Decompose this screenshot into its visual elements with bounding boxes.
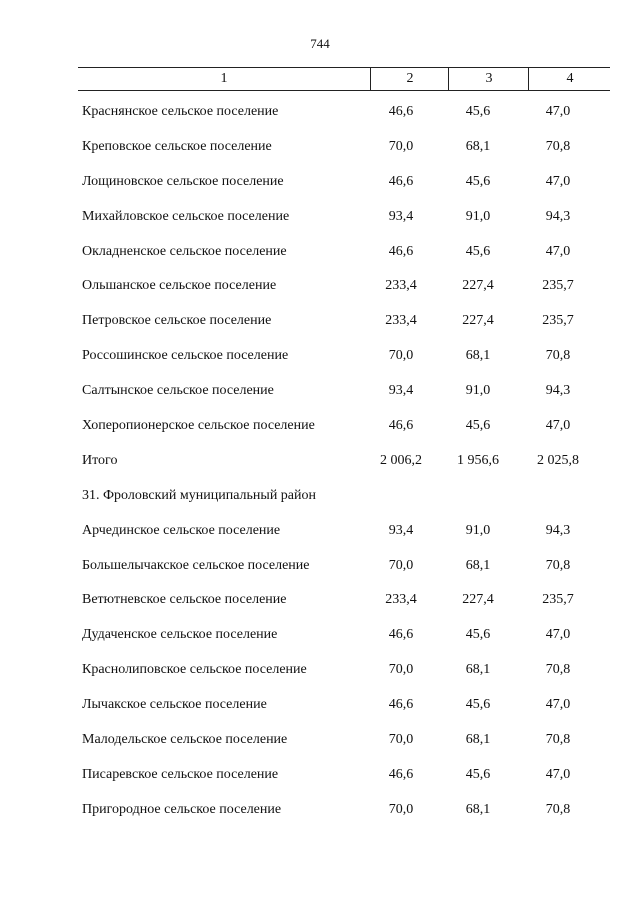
table-row	[0, 278, 640, 313]
row-value-col-2: 233,4	[385, 278, 417, 294]
row-value-col-3: 68,1	[465, 557, 491, 573]
row-name: 31. Фроловский муниципальный район	[82, 487, 317, 503]
table-row	[0, 313, 640, 348]
row-value-col-4: 47,0	[545, 766, 571, 782]
row-value-col-4: 70,8	[545, 138, 571, 154]
row-value-col-3: 227,4	[462, 592, 494, 608]
table-row	[0, 383, 640, 418]
table-row	[0, 802, 640, 837]
row-name: Краснянское сельское поселение	[82, 104, 279, 119]
page-number: 744	[310, 36, 330, 51]
row-value-col-3: 45,6	[465, 418, 491, 434]
row-value-col-2: 93,4	[388, 522, 414, 538]
table-row	[0, 697, 640, 732]
row-value-col-3: 68,1	[465, 662, 491, 678]
table-row	[0, 418, 640, 453]
row-value-col-4: 94,3	[545, 383, 571, 399]
row-value-col-4: 70,8	[545, 732, 571, 748]
row-value-col-2: 93,4	[388, 208, 414, 224]
row-name: Арчединское сельское поселение	[82, 522, 281, 538]
row-value-col-4: 47,0	[545, 627, 571, 643]
row-value-col-3: 91,0	[465, 208, 491, 224]
row-value-col-4: 47,0	[545, 243, 571, 259]
header-col-1: 1	[220, 71, 228, 86]
row-name: Петровское сельское поселение	[82, 313, 272, 329]
row-value-col-3: 45,6	[465, 104, 491, 119]
table-row	[0, 523, 640, 558]
header-col-3: 3	[448, 68, 529, 90]
row-value-col-4: 47,0	[545, 697, 571, 713]
row-name: Ветютневское сельское поселение	[82, 592, 287, 608]
row-value-col-3: 227,4	[462, 278, 494, 294]
row-value-col-4: 47,0	[545, 104, 571, 119]
table-row	[0, 174, 640, 209]
row-value-col-3: 45,6	[465, 766, 491, 782]
table-row	[0, 558, 640, 593]
table-row	[0, 104, 640, 139]
row-name: Михайловское сельское поселение	[82, 208, 290, 224]
row-value-col-2: 46,6	[388, 243, 414, 259]
table-row	[0, 662, 640, 697]
row-value-col-3: 91,0	[465, 522, 491, 538]
row-value-col-2: 2 006,2	[380, 452, 422, 468]
row-value-col-4: 70,8	[545, 348, 571, 364]
row-name: Пригородное сельское поселение	[82, 801, 282, 817]
row-value-col-3: 227,4	[462, 313, 494, 329]
row-value-col-4: 70,8	[545, 801, 571, 817]
table-row	[0, 767, 640, 802]
row-name: Большелычакское сельское поселение	[82, 557, 310, 573]
table-row	[0, 453, 640, 488]
row-value-col-3: 68,1	[465, 801, 491, 817]
table-row	[0, 348, 640, 383]
row-value-col-3: 1 956,6	[457, 452, 499, 468]
row-name: Креповское сельское поселение	[82, 138, 272, 154]
table-row	[0, 209, 640, 244]
row-name: Писаревское сельское поселение	[82, 766, 279, 782]
header-col-2: 2	[370, 68, 449, 90]
row-value-col-2: 46,6	[388, 627, 414, 643]
row-value-col-3: 91,0	[465, 383, 491, 399]
row-name: Краснолиповское сельское поселение	[82, 662, 307, 678]
table-body	[0, 104, 640, 837]
row-value-col-2: 70,0	[388, 801, 414, 817]
row-value-col-2: 70,0	[388, 557, 414, 573]
row-value-col-2: 93,4	[388, 383, 414, 399]
row-value-col-3: 45,6	[465, 627, 491, 643]
row-value-col-4: 235,7	[542, 592, 574, 608]
row-name: Лощиновское сельское поселение	[82, 173, 284, 189]
table-row	[0, 139, 640, 174]
row-value-col-4: 235,7	[542, 278, 574, 294]
table-row	[0, 592, 640, 627]
row-value-col-3: 45,6	[465, 173, 491, 189]
row-name: Окладненское сельское поселение	[82, 243, 287, 259]
row-value-col-2: 46,6	[388, 104, 414, 119]
row-value-col-4: 70,8	[545, 662, 571, 678]
row-value-col-3: 68,1	[465, 348, 491, 364]
row-name: Ольшанское сельское поселение	[82, 278, 277, 294]
row-value-col-4: 235,7	[542, 313, 574, 329]
row-value-col-4: 47,0	[545, 418, 571, 434]
row-value-col-3: 68,1	[465, 138, 491, 154]
row-value-col-2: 233,4	[385, 313, 417, 329]
table-row	[0, 627, 640, 662]
table-row	[0, 488, 640, 523]
row-value-col-2: 70,0	[388, 662, 414, 678]
table-header	[78, 67, 610, 91]
row-value-col-3: 45,6	[465, 243, 491, 259]
row-name: Малодельское сельское поселение	[82, 732, 288, 748]
row-name: Дудаченское сельское поселение	[82, 627, 278, 643]
row-value-col-4: 70,8	[545, 557, 571, 573]
row-value-col-4: 47,0	[545, 173, 571, 189]
row-value-col-2: 70,0	[388, 732, 414, 748]
row-value-col-2: 46,6	[388, 697, 414, 713]
row-name: Хоперопионерское сельское поселение	[82, 418, 315, 434]
row-name: Россошинское сельское поселение	[82, 348, 289, 364]
row-value-col-2: 70,0	[388, 138, 414, 154]
row-name: Лычакское сельское поселение	[82, 697, 267, 713]
row-value-col-4: 94,3	[545, 208, 571, 224]
row-name: Итого	[82, 452, 118, 468]
row-value-col-3: 68,1	[465, 732, 491, 748]
header-col-4: 4	[528, 68, 611, 90]
table-row	[0, 732, 640, 767]
row-value-col-4: 2 025,8	[537, 452, 579, 468]
row-name: Салтынское сельское поселение	[82, 383, 274, 399]
row-value-col-2: 233,4	[385, 592, 417, 608]
table-row	[0, 244, 640, 279]
row-value-col-2: 46,6	[388, 766, 414, 782]
row-value-col-4: 94,3	[545, 522, 571, 538]
row-value-col-2: 46,6	[388, 173, 414, 189]
row-value-col-2: 46,6	[388, 418, 414, 434]
row-value-col-2: 70,0	[388, 348, 414, 364]
row-value-col-3: 45,6	[465, 697, 491, 713]
